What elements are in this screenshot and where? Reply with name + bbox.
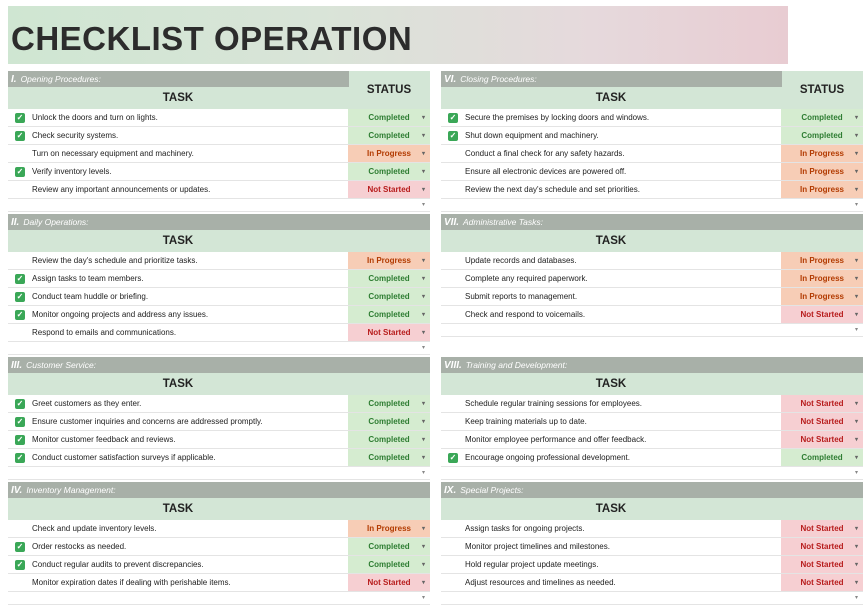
checkmark-icon[interactable]: ✓ (16, 291, 24, 301)
status-dropdown[interactable] (348, 288, 430, 305)
table-row (441, 109, 863, 127)
status-label: In Progress (799, 149, 844, 158)
empty-row[interactable] (8, 467, 430, 480)
table-row (441, 538, 863, 556)
section-header (8, 214, 349, 230)
task-text: Respond to emails and communications. (32, 328, 177, 337)
status-dropdown[interactable] (781, 270, 863, 287)
status-dropdown[interactable] (348, 556, 430, 573)
dropdown-arrow-icon[interactable]: ▾ (854, 312, 858, 318)
table-row (8, 252, 430, 270)
table-row (441, 145, 863, 163)
empty-row[interactable] (8, 592, 430, 605)
dropdown-arrow-icon[interactable]: ▾ (421, 276, 425, 282)
dropdown-arrow-icon[interactable]: ▾ (421, 437, 425, 443)
status-label: Not Started (800, 417, 844, 426)
section-title: Inventory Management: (26, 485, 116, 495)
table-row (441, 270, 863, 288)
dropdown-arrow-icon[interactable]: ▾ (421, 470, 425, 476)
task-column-header: TASK (441, 373, 781, 395)
table-row (8, 306, 430, 324)
empty-row[interactable] (441, 467, 863, 480)
section-header (441, 214, 782, 230)
status-dropdown[interactable] (348, 395, 430, 412)
dropdown-arrow-icon[interactable]: ▾ (854, 526, 858, 532)
table-row (441, 556, 863, 574)
status-dropdown[interactable] (781, 288, 863, 305)
task-text: Encourage ongoing professional development. (465, 453, 631, 462)
task-column-header: TASK (8, 87, 348, 109)
checkmark-icon[interactable]: ✓ (16, 112, 24, 122)
task-column-header: TASK (441, 498, 781, 520)
task-text: Monitor ongoing projects and address any issues. (32, 310, 209, 319)
status-label: Completed (368, 310, 410, 319)
status-label: Completed (368, 274, 410, 283)
section-header (8, 357, 349, 373)
task-text: Monitor employee performance and offer feedback. (465, 435, 647, 444)
table-header (8, 230, 430, 252)
section-right-2 (441, 357, 863, 480)
task-text: Update records and databases. (465, 256, 577, 265)
task-text: Check and respond to voicemails. (465, 310, 586, 319)
status-dropdown[interactable] (348, 252, 430, 269)
status-dropdown[interactable] (348, 270, 430, 287)
task-text: Assign tasks to team members. (32, 274, 144, 283)
task-text: Unlock the doors and turn on lights. (32, 113, 158, 122)
section-numeral: IV. (11, 484, 23, 496)
task-text: Ensure customer inquiries and concerns are addressed promptly. (32, 417, 263, 426)
status-column-header: STATUS (348, 71, 430, 109)
dropdown-arrow-icon[interactable]: ▾ (421, 151, 425, 157)
dropdown-arrow-icon[interactable]: ▾ (421, 187, 425, 193)
dropdown-arrow-icon[interactable]: ▾ (421, 330, 425, 336)
status-label: Completed (368, 113, 410, 122)
checkmark-icon[interactable]: ✓ (16, 559, 24, 569)
dropdown-arrow-icon[interactable]: ▾ (854, 151, 858, 157)
status-dropdown[interactable] (348, 449, 430, 466)
task-column-header: TASK (441, 87, 781, 109)
status-label: Completed (368, 435, 410, 444)
dropdown-arrow-icon[interactable]: ▾ (854, 115, 858, 121)
dropdown-arrow-icon[interactable]: ▾ (421, 202, 425, 208)
table-row (8, 449, 430, 467)
header-fill (781, 214, 863, 230)
checkmark-icon[interactable]: ✓ (16, 273, 24, 283)
task-text: Hold regular project update meetings. (465, 560, 599, 569)
status-label: In Progress (799, 185, 844, 194)
checkmark-icon[interactable]: ✓ (449, 112, 457, 122)
status-label: In Progress (799, 256, 844, 265)
table-row (441, 449, 863, 467)
task-text: Verify inventory levels. (32, 167, 112, 176)
status-dropdown[interactable] (348, 109, 430, 126)
checkbox-cell[interactable] (441, 453, 465, 463)
section-numeral: I. (11, 73, 17, 85)
checkmark-icon[interactable]: ✓ (16, 416, 24, 426)
section-title: Daily Operations: (23, 217, 89, 227)
task-text: Ensure all electronic devices are powered off. (465, 167, 627, 176)
dropdown-arrow-icon[interactable]: ▾ (421, 562, 425, 568)
table-row (441, 413, 863, 431)
dropdown-arrow-icon[interactable]: ▾ (854, 401, 858, 407)
section-header (441, 71, 782, 87)
task-text: Review the next day's schedule and set priorities. (465, 185, 640, 194)
task-text: Conduct regular audits to prevent discrepancies. (32, 560, 204, 569)
task-text: Shut down equipment and machinery. (465, 131, 599, 140)
dropdown-arrow-icon[interactable]: ▾ (854, 419, 858, 425)
section-title: Administrative Tasks: (463, 217, 544, 227)
section-header (8, 71, 349, 87)
status-label: In Progress (366, 256, 411, 265)
table-row (441, 574, 863, 592)
status-column-cell (348, 373, 430, 395)
status-dropdown[interactable] (348, 306, 430, 323)
dropdown-arrow-icon[interactable]: ▾ (854, 133, 858, 139)
checkmark-icon[interactable]: ✓ (16, 166, 24, 176)
checkbox-cell[interactable] (8, 167, 32, 177)
checkmark-icon[interactable]: ✓ (16, 398, 24, 408)
checkbox-cell[interactable] (8, 274, 32, 284)
header-fill (348, 357, 430, 373)
status-label: Completed (368, 292, 410, 301)
checkbox-cell[interactable] (8, 310, 32, 320)
table-row (8, 324, 430, 342)
status-label: In Progress (799, 292, 844, 301)
status-dropdown[interactable] (781, 449, 863, 466)
dropdown-arrow-icon[interactable]: ▾ (854, 258, 858, 264)
section-numeral: II. (11, 216, 20, 228)
status-label: Completed (801, 113, 843, 122)
status-label: Not Started (367, 185, 411, 194)
checkbox-cell[interactable] (8, 542, 32, 552)
status-dropdown[interactable] (781, 556, 863, 573)
dropdown-arrow-icon[interactable]: ▾ (854, 169, 858, 175)
task-text: Conduct customer satisfaction surveys if applicable. (32, 453, 216, 462)
dropdown-arrow-icon[interactable]: ▾ (421, 526, 425, 532)
task-text: Greet customers as they enter. (32, 399, 142, 408)
checkbox-cell[interactable] (8, 417, 32, 427)
task-column-header: TASK (8, 230, 348, 252)
dropdown-arrow-icon[interactable]: ▾ (421, 345, 425, 351)
table-row (8, 395, 430, 413)
status-label: Not Started (800, 524, 844, 533)
task-text: Assign tasks for ongoing projects. (465, 524, 585, 533)
section-header (441, 357, 782, 373)
task-text: Conduct a final check for any safety hazards. (465, 149, 625, 158)
task-text: Keep training materials up to date. (465, 417, 587, 426)
dropdown-arrow-icon[interactable]: ▾ (421, 258, 425, 264)
empty-row[interactable] (441, 324, 863, 337)
dropdown-arrow-icon[interactable]: ▾ (421, 580, 425, 586)
status-dropdown[interactable] (781, 181, 863, 198)
section-left-3 (8, 482, 430, 605)
table-row (8, 574, 430, 592)
checkbox-cell[interactable] (8, 292, 32, 302)
section-title: Special Projects: (460, 485, 524, 495)
status-label: Not Started (800, 435, 844, 444)
status-dropdown[interactable] (348, 574, 430, 591)
task-text: Monitor customer feedback and reviews. (32, 435, 176, 444)
status-dropdown[interactable] (348, 163, 430, 180)
task-text: Submit reports to management. (465, 292, 578, 301)
dropdown-arrow-icon[interactable]: ▾ (421, 401, 425, 407)
checkmark-icon[interactable]: ✓ (16, 434, 24, 444)
dropdown-arrow-icon[interactable]: ▾ (421, 294, 425, 300)
table-row (8, 538, 430, 556)
status-label: Completed (801, 131, 843, 140)
checkmark-icon[interactable]: ✓ (16, 309, 24, 319)
section-title: Opening Procedures: (20, 74, 101, 84)
table-row (8, 127, 430, 145)
table-row (441, 431, 863, 449)
table-row (8, 109, 430, 127)
table-row (441, 252, 863, 270)
status-label: Completed (368, 560, 410, 569)
table-row (441, 181, 863, 199)
section-header (8, 482, 349, 498)
dropdown-arrow-icon[interactable]: ▾ (854, 294, 858, 300)
checkmark-icon[interactable]: ✓ (16, 541, 24, 551)
status-label: Completed (368, 399, 410, 408)
status-label: Not Started (800, 560, 844, 569)
task-text: Check security systems. (32, 131, 119, 140)
checkmark-icon[interactable]: ✓ (16, 130, 24, 140)
table-row (8, 413, 430, 431)
status-dropdown[interactable] (781, 127, 863, 144)
task-text: Adjust resources and timelines as needed. (465, 578, 616, 587)
status-label: In Progress (799, 167, 844, 176)
table-row (8, 431, 430, 449)
dropdown-arrow-icon[interactable]: ▾ (421, 419, 425, 425)
status-column-cell (348, 230, 430, 252)
dropdown-arrow-icon[interactable]: ▾ (421, 312, 425, 318)
dropdown-arrow-icon[interactable]: ▾ (854, 455, 858, 461)
dropdown-arrow-icon[interactable]: ▾ (854, 327, 858, 333)
status-label: Not Started (800, 578, 844, 587)
status-column-cell (781, 230, 863, 252)
page-title: CHECKLIST OPERATION (11, 20, 413, 57)
checkbox-cell[interactable] (8, 113, 32, 123)
table-header (8, 498, 430, 520)
status-dropdown[interactable] (781, 395, 863, 412)
status-dropdown[interactable] (348, 145, 430, 162)
status-dropdown[interactable] (348, 413, 430, 430)
status-dropdown[interactable] (781, 109, 863, 126)
dropdown-arrow-icon[interactable]: ▾ (854, 562, 858, 568)
status-label: In Progress (366, 524, 411, 533)
section-numeral: VI. (444, 73, 457, 85)
task-column-header: TASK (8, 498, 348, 520)
table-row (441, 127, 863, 145)
status-label: Completed (801, 453, 843, 462)
task-text: Check and update inventory levels. (32, 524, 157, 533)
task-text: Monitor expiration dates if dealing with perishable items. (32, 578, 231, 587)
checkbox-cell[interactable] (441, 131, 465, 141)
dropdown-arrow-icon[interactable]: ▾ (421, 133, 425, 139)
section-title: Training and Development: (465, 360, 568, 370)
table-header (441, 498, 863, 520)
section-header (441, 482, 782, 498)
table-row (441, 288, 863, 306)
checkbox-cell[interactable] (8, 131, 32, 141)
task-text: Order restocks as needed. (32, 542, 127, 551)
status-dropdown[interactable] (348, 538, 430, 555)
checkbox-cell[interactable] (8, 453, 32, 463)
dropdown-arrow-icon[interactable]: ▾ (421, 115, 425, 121)
section-right-3 (441, 482, 863, 605)
status-dropdown[interactable] (348, 324, 430, 341)
dropdown-arrow-icon[interactable]: ▾ (854, 187, 858, 193)
section-numeral: III. (11, 359, 23, 371)
status-column-cell (348, 498, 430, 520)
section-left-2 (8, 357, 430, 480)
empty-row[interactable] (8, 199, 430, 212)
table-row (8, 270, 430, 288)
task-text: Schedule regular training sessions for employees. (465, 399, 642, 408)
status-label: Completed (368, 453, 410, 462)
dropdown-arrow-icon[interactable]: ▾ (854, 437, 858, 443)
status-label: Completed (368, 417, 410, 426)
status-dropdown[interactable] (781, 520, 863, 537)
task-text: Conduct team huddle or briefing. (32, 292, 149, 301)
task-column-header: TASK (441, 230, 781, 252)
task-text: Monitor project timelines and milestones. (465, 542, 610, 551)
section-title: Closing Procedures: (460, 74, 537, 84)
status-dropdown[interactable] (781, 413, 863, 430)
empty-row[interactable] (8, 342, 430, 355)
table-row (441, 306, 863, 324)
table-row (441, 163, 863, 181)
header-fill (781, 482, 863, 498)
task-column-header: TASK (8, 373, 348, 395)
status-column-cell (781, 498, 863, 520)
status-dropdown[interactable] (781, 538, 863, 555)
status-label: Not Started (367, 328, 411, 337)
title-banner (8, 6, 788, 64)
header-fill (348, 214, 430, 230)
table-row (8, 181, 430, 199)
empty-row[interactable] (441, 199, 863, 212)
checkbox-cell[interactable] (441, 113, 465, 123)
section-right-0 (441, 71, 863, 212)
table-header (441, 230, 863, 252)
table-row (441, 395, 863, 413)
status-dropdown[interactable] (348, 431, 430, 448)
checkbox-cell[interactable] (8, 560, 32, 570)
dropdown-arrow-icon[interactable]: ▾ (854, 276, 858, 282)
dropdown-arrow-icon[interactable]: ▾ (421, 169, 425, 175)
status-label: Completed (368, 167, 410, 176)
status-dropdown[interactable] (348, 127, 430, 144)
table-header (441, 373, 863, 395)
section-right-1 (441, 214, 863, 337)
checkbox-cell[interactable] (8, 399, 32, 409)
dropdown-arrow-icon[interactable]: ▾ (854, 580, 858, 586)
status-dropdown[interactable] (781, 574, 863, 591)
task-text: Secure the premises by locking doors and windows. (465, 113, 650, 122)
status-dropdown[interactable] (781, 163, 863, 180)
status-label: In Progress (799, 274, 844, 283)
checkmark-icon[interactable]: ✓ (16, 452, 24, 462)
dropdown-arrow-icon[interactable]: ▾ (421, 595, 425, 601)
section-title: Customer Service: (26, 360, 97, 370)
status-label: Completed (368, 131, 410, 140)
dropdown-arrow-icon[interactable]: ▾ (421, 455, 425, 461)
dropdown-arrow-icon[interactable]: ▾ (854, 202, 858, 208)
task-text: Turn on necessary equipment and machinery. (32, 149, 194, 158)
table-header (8, 373, 430, 395)
status-label: Not Started (800, 542, 844, 551)
checkmark-icon[interactable]: ✓ (449, 452, 457, 462)
status-column-cell (781, 373, 863, 395)
status-label: Completed (368, 542, 410, 551)
status-column-header: STATUS (781, 71, 863, 109)
section-numeral: IX. (444, 484, 457, 496)
status-label: Not Started (800, 399, 844, 408)
section-left-0 (8, 71, 430, 212)
task-text: Review any important announcements or updates. (32, 185, 211, 194)
dropdown-arrow-icon[interactable]: ▾ (854, 595, 858, 601)
checkbox-cell[interactable] (8, 435, 32, 445)
table-row (8, 520, 430, 538)
status-dropdown[interactable] (781, 252, 863, 269)
status-label: Not Started (367, 578, 411, 587)
empty-row[interactable] (441, 592, 863, 605)
task-text: Review the day's schedule and prioritize tasks. (32, 256, 198, 265)
table-row (8, 556, 430, 574)
section-left-1 (8, 214, 430, 355)
status-label: In Progress (366, 149, 411, 158)
dropdown-arrow-icon[interactable]: ▾ (854, 470, 858, 476)
header-fill (348, 482, 430, 498)
status-label: Not Started (800, 310, 844, 319)
table-row (8, 163, 430, 181)
section-numeral: VII. (444, 216, 460, 228)
dropdown-arrow-icon[interactable]: ▾ (854, 544, 858, 550)
status-dropdown[interactable] (781, 306, 863, 323)
status-dropdown[interactable] (348, 520, 430, 537)
checkmark-icon[interactable]: ✓ (449, 130, 457, 140)
table-row (8, 145, 430, 163)
status-dropdown[interactable] (781, 431, 863, 448)
status-dropdown[interactable] (781, 145, 863, 162)
status-dropdown[interactable] (348, 181, 430, 198)
header-fill (781, 357, 863, 373)
table-row (441, 520, 863, 538)
task-text: Complete any required paperwork. (465, 274, 588, 283)
table-row (8, 288, 430, 306)
dropdown-arrow-icon[interactable]: ▾ (421, 544, 425, 550)
section-numeral: VIII. (444, 359, 462, 371)
